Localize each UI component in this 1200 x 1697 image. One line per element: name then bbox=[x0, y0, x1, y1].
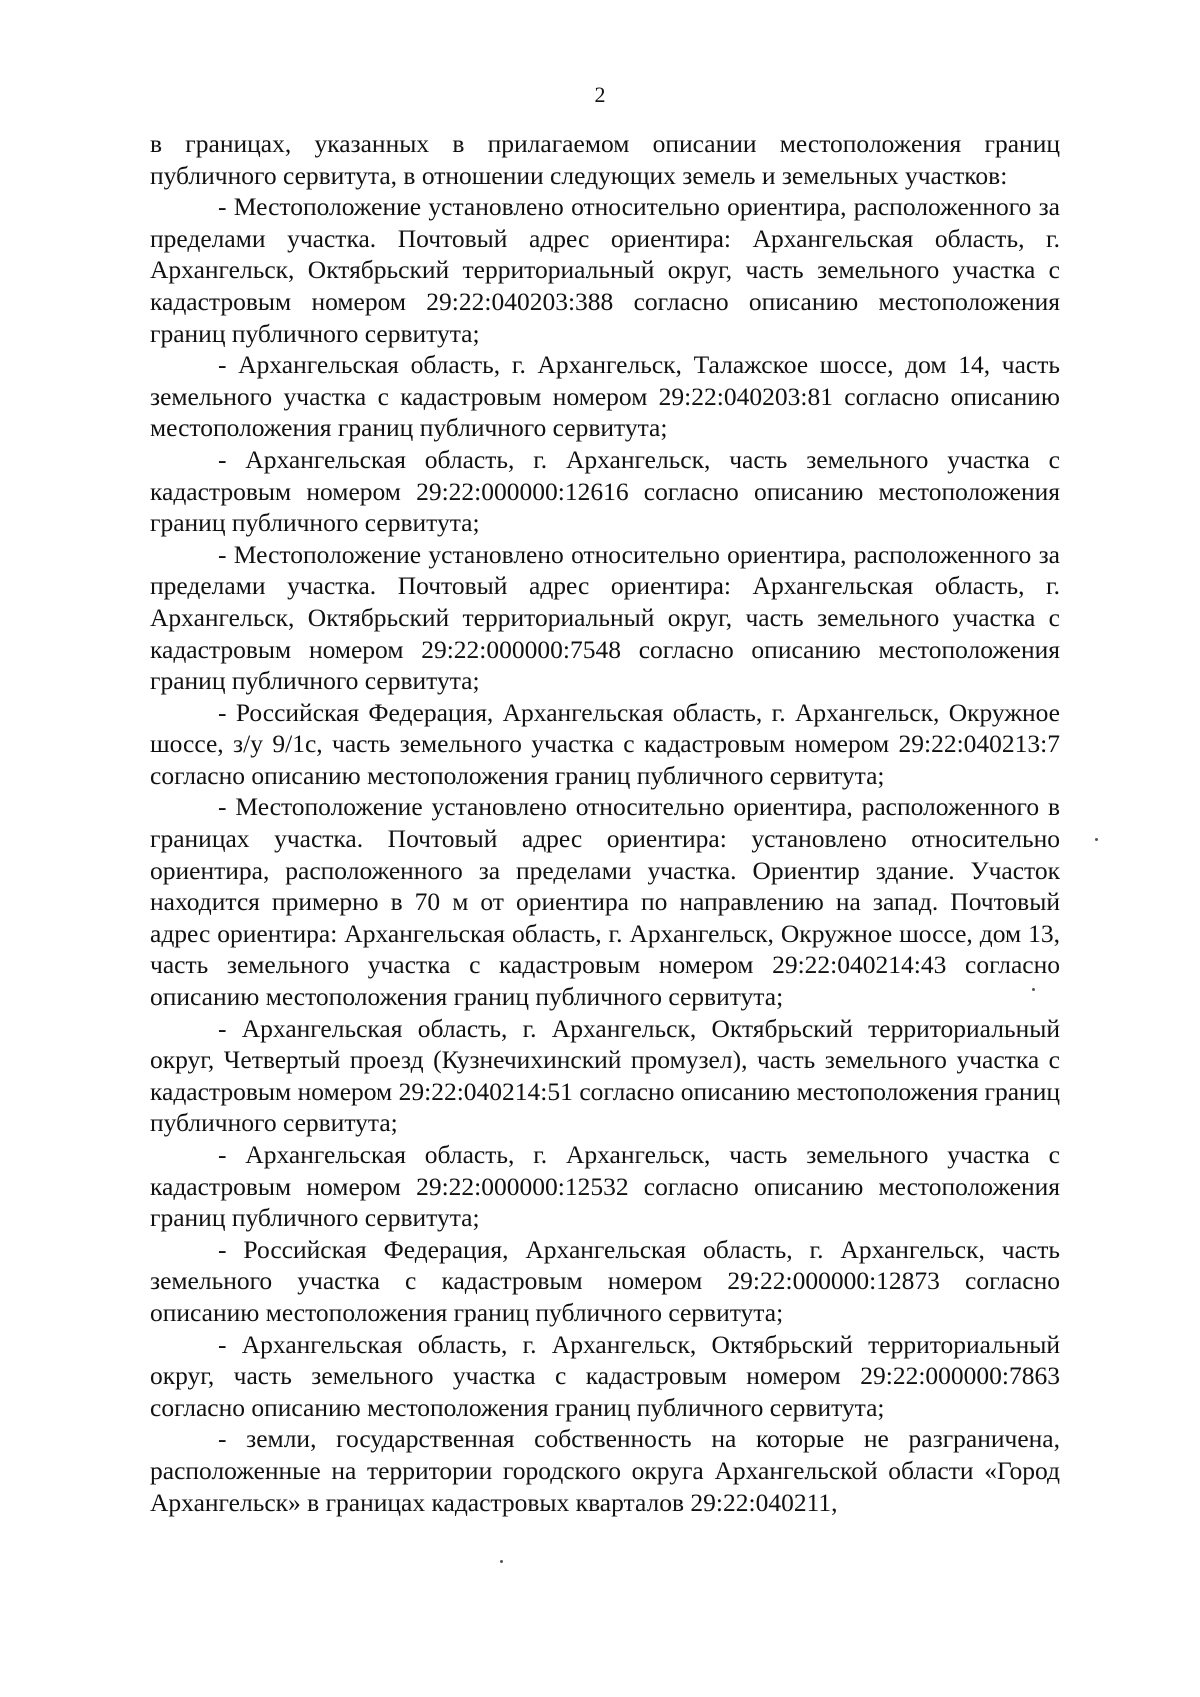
scan-speck bbox=[1095, 838, 1098, 841]
list-item-paragraph: - Российская Федерация, Архангельская область, г. Архангельск, часть земельного участка с кадастровым номером 29:22:000000:12873 согласно описанию местоположения границ публичного сервитута; bbox=[150, 1234, 1060, 1327]
list-item-paragraph: - Архангельская область, г. Архангельск, часть земельного участка с кадастровым номером 29:22:000000:12616 согласно описанию местоположения границ публичного сервитута; bbox=[150, 444, 1060, 538]
list-item-paragraph: - Местоположение установлено относительно ориентира, расположенного за пределами участка. Почтовый адрес ориентира: Архангельская область, г. Архангельск, Октябрьский территориальный округ, часть земельного участка с кадастровым номером 29:22:040203:388 согласно описанию местоположения границ публичного сервитута; bbox=[150, 192, 1060, 348]
list-item-paragraph: - Архангельская область, г. Архангельск, Талажское шоссе, дом 14, часть земельного участка с кадастровым номером 29:22:040203:81 согласно описанию местоположения границ публичного сервитута; bbox=[150, 350, 1060, 443]
list-item-paragraph: - Архангельская область, г. Архангельск, Октябрьский территориальный округ, Четвертый проезд (Кузнечихинский промузел), часть земельного участка с кадастровым номером 29:22:040214:51 согласно описанию местоположения границ публичного сервитута; bbox=[150, 1013, 1060, 1138]
list-item-paragraph: - Российская Федерация, Архангельская область, г. Архангельск, Окружное шоссе, з/у 9/1с, часть земельного участка с кадастровым номером 29:22:040213:7 согласно описанию местоположения границ публичного сервитута; bbox=[150, 697, 1060, 790]
scan-speck bbox=[500, 1560, 503, 1563]
document-body bbox=[150, 128, 1060, 1518]
list-item-paragraph: - Архангельская область, г. Архангельск, часть земельного участка с кадастровым номером 29:22:000000:12532 согласно описанию местоположения границ публичного сервитута; bbox=[150, 1140, 1060, 1233]
list-item-paragraph: - Местоположение установлено относительно ориентира, расположенного за пределами участка. Почтовый адрес ориентира: Архангельская область, г. Архангельск, Октябрьский территориальный округ, часть земельного участка с кадастровым номером 29:22:000000:7548 согласно описанию местоположения границ публичного сервитута; bbox=[150, 539, 1060, 696]
list-item-paragraph: - Архангельская область, г. Архангельск, Октябрьский территориальный округ, часть земельного участка с кадастровым номером 29:22:000000:7863 согласно описанию местоположения границ публичного сервитута; bbox=[150, 1329, 1060, 1422]
list-item-paragraph: - Местоположение установлено относительно ориентира, расположенного в границах участка. Почтовый адрес ориентира: установлено относительно ориентира, расположенного за пределами участка. Ориентир здание. Участок находится примерно в 70 м от ориентира по направлению на запад. Почтовый адрес ориентира: Архангельская область, г. Архангельск, Окружное шоссе, дом 13, часть земельного участка с кадастровым номером 29:22:040214:43 согласно описанию местоположения границ публичного сервитута; bbox=[150, 792, 1060, 1012]
lead-paragraph: в границах, указанных в прилагаемом описании местоположения границ публичного сервитута, в отношении следующих земель и земельных участков: bbox=[150, 129, 1060, 190]
scan-speck bbox=[1032, 988, 1035, 991]
list-item-paragraph: - земли, государственная собственность на которые не разграничена, расположенные на территории городского округа Архангельской области «Город Архангельск» в границах кадастровых кварталов 29:22:040211, bbox=[150, 1424, 1060, 1517]
page-number: 2 bbox=[594, 82, 606, 107]
